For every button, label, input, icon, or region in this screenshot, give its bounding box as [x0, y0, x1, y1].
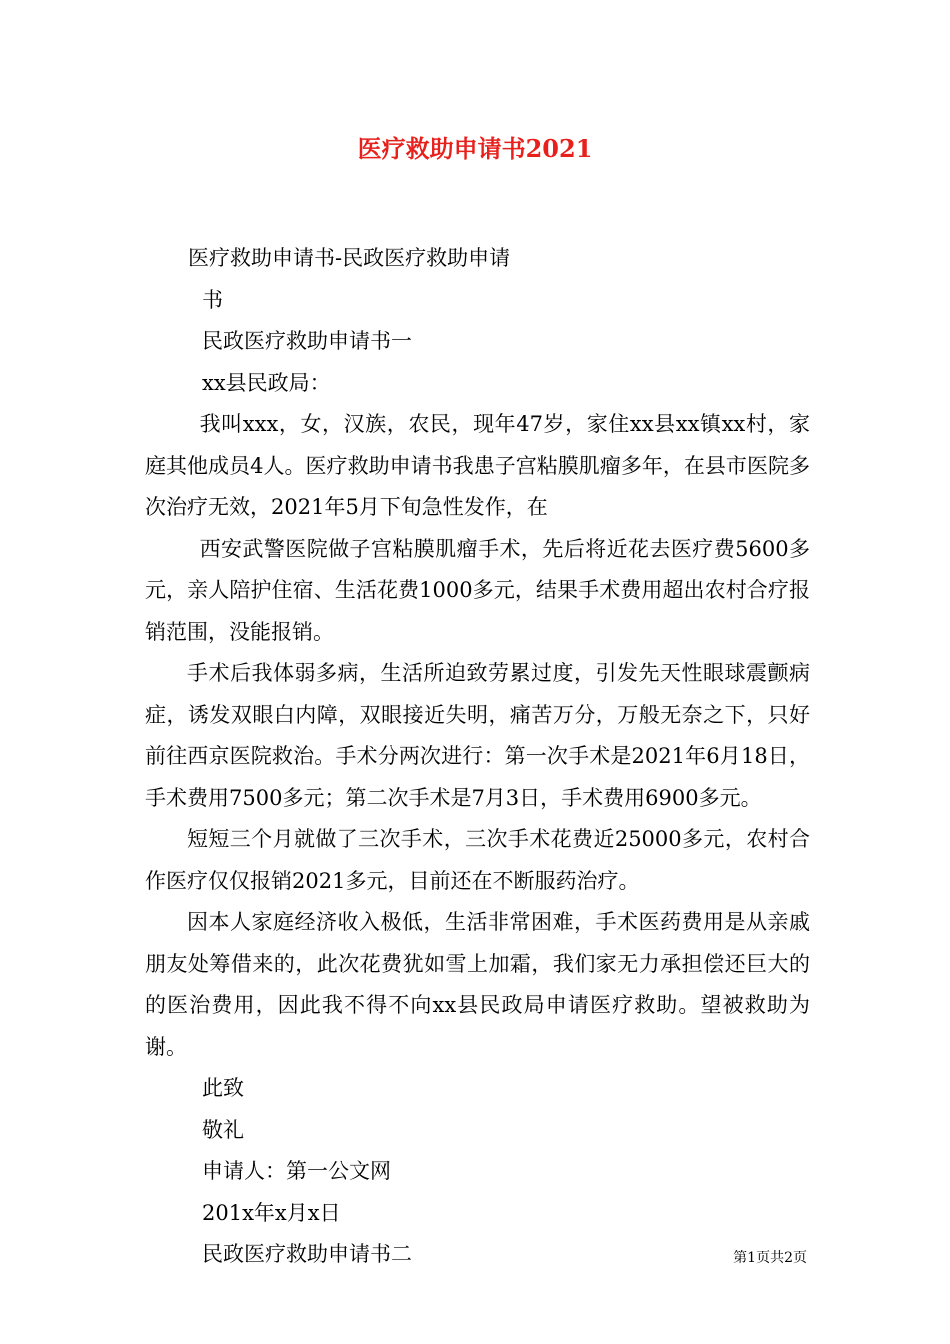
paragraph-4: 短短三个月就做了三次手术，三次手术花费近25000多元，农村合作医疗仅仅报销2021多元，目前还在不断服药治疗。 — [145, 827, 810, 893]
closing-line-2: 敬礼 — [202, 1117, 244, 1142]
date-line: 201x年x月x日 — [202, 1200, 341, 1225]
section-2-title: 民政医疗救助申请书二 — [202, 1242, 412, 1266]
paragraph-3: 手术后我体弱多病，生活所迫致劳累过度，引发先天性眼球震颤病症，诱发双眼白内障，双眼接近失明，痛苦万分，万般无奈之下，只好前往西京医院救治。手术分两次进行：第一次手术是2021年6月18日，手术费用7500多元；第二次手术是7月3日，手术费用6900多元。 — [145, 661, 810, 810]
applicant-line: 申请人：第一公文网 — [202, 1159, 391, 1183]
paragraph-2: 西安武警医院做子宫粘膜肌瘤手术，先后将近花去医疗费5600多元，亲人陪护住宿、生活花费1000多元，结果手术费用超出农村合疗报销范围，没能报销。 — [145, 536, 810, 644]
heading-line-2: 书 — [202, 287, 223, 312]
closing-line-1: 此致 — [202, 1076, 244, 1100]
section-1-title: 民政医疗救助申请书一 — [202, 329, 412, 353]
addressee: xx县民政局： — [202, 370, 331, 395]
page-indicator: 第1页共2页 — [733, 1250, 807, 1266]
document-title: 医疗救助申请书2021 — [357, 134, 593, 163]
document-body — [145, 238, 810, 1276]
heading-line-1: 医疗救助申请书-民政医疗救助申请 — [188, 246, 511, 270]
paragraph-1: 我叫xxx，女，汉族，农民，现年47岁，家住xx县xx镇xx村，家庭其他成员4人。医疗救助申请书我患子宫粘膜肌瘤多年，在县市医院多次治疗无效，2021年5月下旬急性发作，在 — [145, 412, 810, 519]
paragraph-5: 因本人家庭经济收入极低，生活非常困难，手术医药费用是从亲戚朋友处筹借来的，此次花费犹如雪上加霜，我们家无力承担偿还巨大的的医治费用，因此我不得不向xx县民政局申请医疗救助。望被救助为谢。 — [145, 910, 810, 1059]
